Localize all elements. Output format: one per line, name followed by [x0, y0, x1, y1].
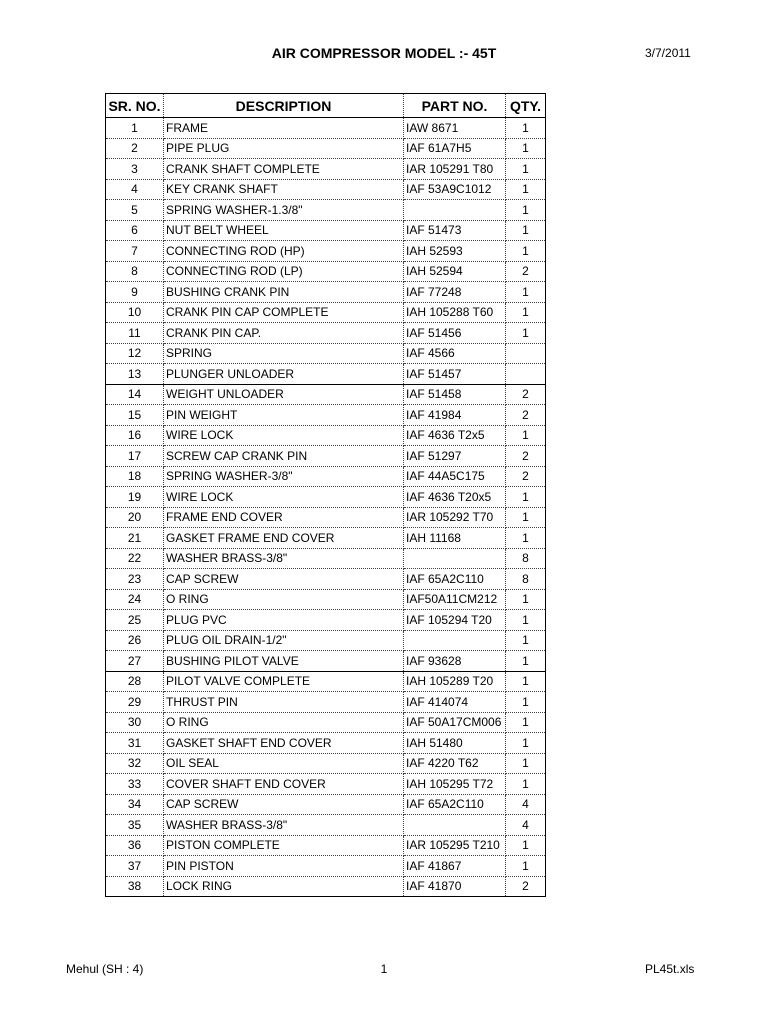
cell-part-no: IAF 51458 — [404, 384, 506, 405]
table-row — [106, 856, 546, 877]
cell-description: CONNECTING ROD (LP) — [164, 261, 404, 282]
cell-description: BUSHING CRANK PIN — [164, 282, 404, 303]
cell-sr-no: 27 — [106, 651, 164, 672]
cell-sr-no: 15 — [106, 405, 164, 426]
table-row — [106, 159, 546, 180]
cell-qty: 1 — [506, 425, 546, 446]
cell-qty: 1 — [506, 138, 546, 159]
table-row — [106, 425, 546, 446]
parts-table — [105, 93, 546, 897]
table-row — [106, 610, 546, 631]
table-row — [106, 876, 546, 897]
table-row — [106, 343, 546, 364]
cell-sr-no: 2 — [106, 138, 164, 159]
cell-sr-no: 21 — [106, 528, 164, 549]
table-row — [106, 528, 546, 549]
cell-part-no: IAW 8671 — [404, 118, 506, 139]
table-row — [106, 261, 546, 282]
cell-part-no: IAF 93628 — [404, 651, 506, 672]
cell-qty: 1 — [506, 589, 546, 610]
cell-sr-no: 1 — [106, 118, 164, 139]
cell-sr-no: 36 — [106, 835, 164, 856]
cell-qty: 2 — [506, 405, 546, 426]
cell-part-no — [404, 548, 506, 569]
table-row — [106, 364, 546, 385]
cell-sr-no: 5 — [106, 200, 164, 221]
cell-part-no — [404, 815, 506, 836]
cell-description: CRANK PIN CAP. — [164, 323, 404, 344]
cell-description: WASHER BRASS-3/8" — [164, 548, 404, 569]
cell-sr-no: 9 — [106, 282, 164, 303]
footer-page-number: 1 — [380, 962, 388, 976]
cell-part-no: IAF 414074 — [404, 692, 506, 713]
table-row — [106, 179, 546, 200]
cell-qty: 1 — [506, 630, 546, 651]
cell-part-no: IAF 51297 — [404, 446, 506, 467]
cell-qty: 2 — [506, 261, 546, 282]
cell-part-no: IAF 61A7H5 — [404, 138, 506, 159]
cell-description: SPRING WASHER-3/8" — [164, 466, 404, 487]
cell-description: FRAME END COVER — [164, 507, 404, 528]
cell-description: CRANK PIN CAP COMPLETE — [164, 302, 404, 323]
cell-description: NUT BELT WHEEL — [164, 220, 404, 241]
cell-sr-no: 31 — [106, 733, 164, 754]
footer-filename: PL45t.xls — [645, 962, 695, 976]
parts-table-body — [106, 118, 546, 897]
cell-part-no: IAR 105295 T210 — [404, 835, 506, 856]
cell-sr-no: 11 — [106, 323, 164, 344]
table-row — [106, 384, 546, 405]
cell-part-no: IAH 105289 T20 — [404, 671, 506, 692]
column-header-sr-no: SR. NO. — [106, 94, 164, 118]
cell-description: GASKET FRAME END COVER — [164, 528, 404, 549]
cell-description: WIRE LOCK — [164, 487, 404, 508]
table-row — [106, 220, 546, 241]
table-row — [106, 630, 546, 651]
table-row — [106, 671, 546, 692]
cell-sr-no: 17 — [106, 446, 164, 467]
cell-qty: 1 — [506, 118, 546, 139]
cell-qty: 1 — [506, 856, 546, 877]
table-row — [106, 753, 546, 774]
table-row — [106, 200, 546, 221]
cell-sr-no: 26 — [106, 630, 164, 651]
cell-qty: 1 — [506, 179, 546, 200]
table-row — [106, 466, 546, 487]
table-row — [106, 651, 546, 672]
cell-description: PIN PISTON — [164, 856, 404, 877]
cell-description: PILOT VALVE COMPLETE — [164, 671, 404, 692]
table-row — [106, 794, 546, 815]
table-row — [106, 323, 546, 344]
cell-qty: 1 — [506, 753, 546, 774]
table-row — [106, 118, 546, 139]
cell-sr-no: 4 — [106, 179, 164, 200]
cell-qty: 1 — [506, 733, 546, 754]
cell-sr-no: 24 — [106, 589, 164, 610]
cell-qty: 1 — [506, 323, 546, 344]
cell-sr-no: 20 — [106, 507, 164, 528]
table-row — [106, 548, 546, 569]
column-header-description: DESCRIPTION — [164, 94, 404, 118]
cell-part-no: IAF 41867 — [404, 856, 506, 877]
cell-sr-no: 35 — [106, 815, 164, 836]
cell-part-no: IAF 51473 — [404, 220, 506, 241]
cell-qty: 1 — [506, 507, 546, 528]
cell-description: PIPE PLUG — [164, 138, 404, 159]
cell-description: O RING — [164, 589, 404, 610]
footer-author: Mehul (SH : 4) — [66, 962, 144, 976]
cell-part-no — [404, 630, 506, 651]
cell-description: WASHER BRASS-3/8" — [164, 815, 404, 836]
cell-sr-no: 33 — [106, 774, 164, 795]
cell-qty: 2 — [506, 876, 546, 897]
table-row — [106, 815, 546, 836]
cell-part-no: IAF 53A9C1012 — [404, 179, 506, 200]
cell-description: WEIGHT UNLOADER — [164, 384, 404, 405]
cell-description: PISTON COMPLETE — [164, 835, 404, 856]
cell-description: CRANK SHAFT COMPLETE — [164, 159, 404, 180]
cell-qty: 1 — [506, 220, 546, 241]
cell-part-no: IAH 52594 — [404, 261, 506, 282]
cell-qty: 4 — [506, 794, 546, 815]
cell-qty: 1 — [506, 200, 546, 221]
cell-description: BUSHING PILOT VALVE — [164, 651, 404, 672]
cell-sr-no: 10 — [106, 302, 164, 323]
cell-qty: 1 — [506, 774, 546, 795]
cell-sr-no: 13 — [106, 364, 164, 385]
cell-sr-no: 6 — [106, 220, 164, 241]
cell-part-no: IAH 105295 T72 — [404, 774, 506, 795]
cell-qty — [506, 364, 546, 385]
cell-sr-no: 38 — [106, 876, 164, 897]
cell-sr-no: 8 — [106, 261, 164, 282]
table-row — [106, 302, 546, 323]
table-row — [106, 138, 546, 159]
table-row — [106, 569, 546, 590]
cell-part-no: IAF 41984 — [404, 405, 506, 426]
cell-sr-no: 12 — [106, 343, 164, 364]
cell-part-no: IAF 105294 T20 — [404, 610, 506, 631]
cell-description: THRUST PIN — [164, 692, 404, 713]
cell-part-no: IAF 44A5C175 — [404, 466, 506, 487]
table-row — [106, 507, 546, 528]
cell-part-no: IAF 51457 — [404, 364, 506, 385]
cell-description: CAP SCREW — [164, 794, 404, 815]
cell-part-no: IAF 4566 — [404, 343, 506, 364]
cell-qty: 1 — [506, 610, 546, 631]
cell-sr-no: 16 — [106, 425, 164, 446]
cell-description: PLUG OIL DRAIN-1/2" — [164, 630, 404, 651]
cell-description: SPRING WASHER-1.3/8" — [164, 200, 404, 221]
cell-description: PLUNGER UNLOADER — [164, 364, 404, 385]
cell-part-no: IAH 105288 T60 — [404, 302, 506, 323]
cell-part-no: IAH 52593 — [404, 241, 506, 262]
cell-qty: 1 — [506, 241, 546, 262]
cell-sr-no: 34 — [106, 794, 164, 815]
cell-description: COVER SHAFT END COVER — [164, 774, 404, 795]
table-header-row — [106, 94, 546, 118]
cell-part-no: IAF 41870 — [404, 876, 506, 897]
cell-description: O RING — [164, 712, 404, 733]
cell-qty: 8 — [506, 548, 546, 569]
cell-qty: 2 — [506, 384, 546, 405]
cell-qty: 1 — [506, 651, 546, 672]
table-row — [106, 241, 546, 262]
cell-qty: 1 — [506, 835, 546, 856]
cell-sr-no: 25 — [106, 610, 164, 631]
cell-description: OIL SEAL — [164, 753, 404, 774]
table-row — [106, 692, 546, 713]
cell-sr-no: 37 — [106, 856, 164, 877]
cell-sr-no: 29 — [106, 692, 164, 713]
page-title: AIR COMPRESSOR MODEL :- 45T — [271, 45, 497, 61]
cell-description: WIRE LOCK — [164, 425, 404, 446]
cell-description: GASKET SHAFT END COVER — [164, 733, 404, 754]
cell-part-no: IAR 105291 T80 — [404, 159, 506, 180]
cell-qty: 1 — [506, 692, 546, 713]
table-row — [106, 487, 546, 508]
table-row — [106, 589, 546, 610]
cell-qty: 1 — [506, 712, 546, 733]
cell-part-no: IAF 4636 T20x5 — [404, 487, 506, 508]
cell-sr-no: 23 — [106, 569, 164, 590]
cell-part-no: IAR 105292 T70 — [404, 507, 506, 528]
table-row — [106, 835, 546, 856]
cell-qty: 1 — [506, 159, 546, 180]
cell-qty: 2 — [506, 446, 546, 467]
cell-qty: 2 — [506, 466, 546, 487]
cell-sr-no: 7 — [106, 241, 164, 262]
cell-description: LOCK RING — [164, 876, 404, 897]
cell-sr-no: 30 — [106, 712, 164, 733]
cell-part-no: IAF 65A2C110 — [404, 794, 506, 815]
cell-sr-no: 28 — [106, 671, 164, 692]
cell-part-no: IAF 50A17CM006 — [404, 712, 506, 733]
table-row — [106, 733, 546, 754]
print-date: 3/7/2011 — [645, 46, 691, 60]
table-row — [106, 446, 546, 467]
cell-part-no: IAF 51456 — [404, 323, 506, 344]
cell-description: PIN WEIGHT — [164, 405, 404, 426]
column-header-qty: QTY. — [506, 94, 546, 118]
cell-part-no: IAF 4636 T2x5 — [404, 425, 506, 446]
cell-sr-no: 22 — [106, 548, 164, 569]
cell-sr-no: 3 — [106, 159, 164, 180]
cell-description: SPRING — [164, 343, 404, 364]
cell-qty: 1 — [506, 487, 546, 508]
cell-sr-no: 32 — [106, 753, 164, 774]
cell-description: FRAME — [164, 118, 404, 139]
cell-qty: 8 — [506, 569, 546, 590]
cell-sr-no: 14 — [106, 384, 164, 405]
cell-description: CAP SCREW — [164, 569, 404, 590]
column-header-part-no: PART NO. — [404, 94, 506, 118]
cell-part-no: IAH 51480 — [404, 733, 506, 754]
cell-sr-no: 18 — [106, 466, 164, 487]
cell-part-no: IAF50A11CM212 — [404, 589, 506, 610]
cell-description: SCREW CAP CRANK PIN — [164, 446, 404, 467]
cell-sr-no: 19 — [106, 487, 164, 508]
cell-part-no — [404, 200, 506, 221]
table-row — [106, 405, 546, 426]
cell-part-no: IAF 77248 — [404, 282, 506, 303]
cell-description: KEY CRANK SHAFT — [164, 179, 404, 200]
cell-qty: 4 — [506, 815, 546, 836]
cell-qty: 1 — [506, 528, 546, 549]
cell-qty: 1 — [506, 282, 546, 303]
cell-qty — [506, 343, 546, 364]
table-row — [106, 282, 546, 303]
cell-qty: 1 — [506, 671, 546, 692]
cell-part-no: IAF 4220 T62 — [404, 753, 506, 774]
cell-part-no: IAH 11168 — [404, 528, 506, 549]
cell-part-no: IAF 65A2C110 — [404, 569, 506, 590]
cell-description: PLUG PVC — [164, 610, 404, 631]
table-row — [106, 774, 546, 795]
cell-qty: 1 — [506, 302, 546, 323]
cell-description: CONNECTING ROD (HP) — [164, 241, 404, 262]
table-row — [106, 712, 546, 733]
